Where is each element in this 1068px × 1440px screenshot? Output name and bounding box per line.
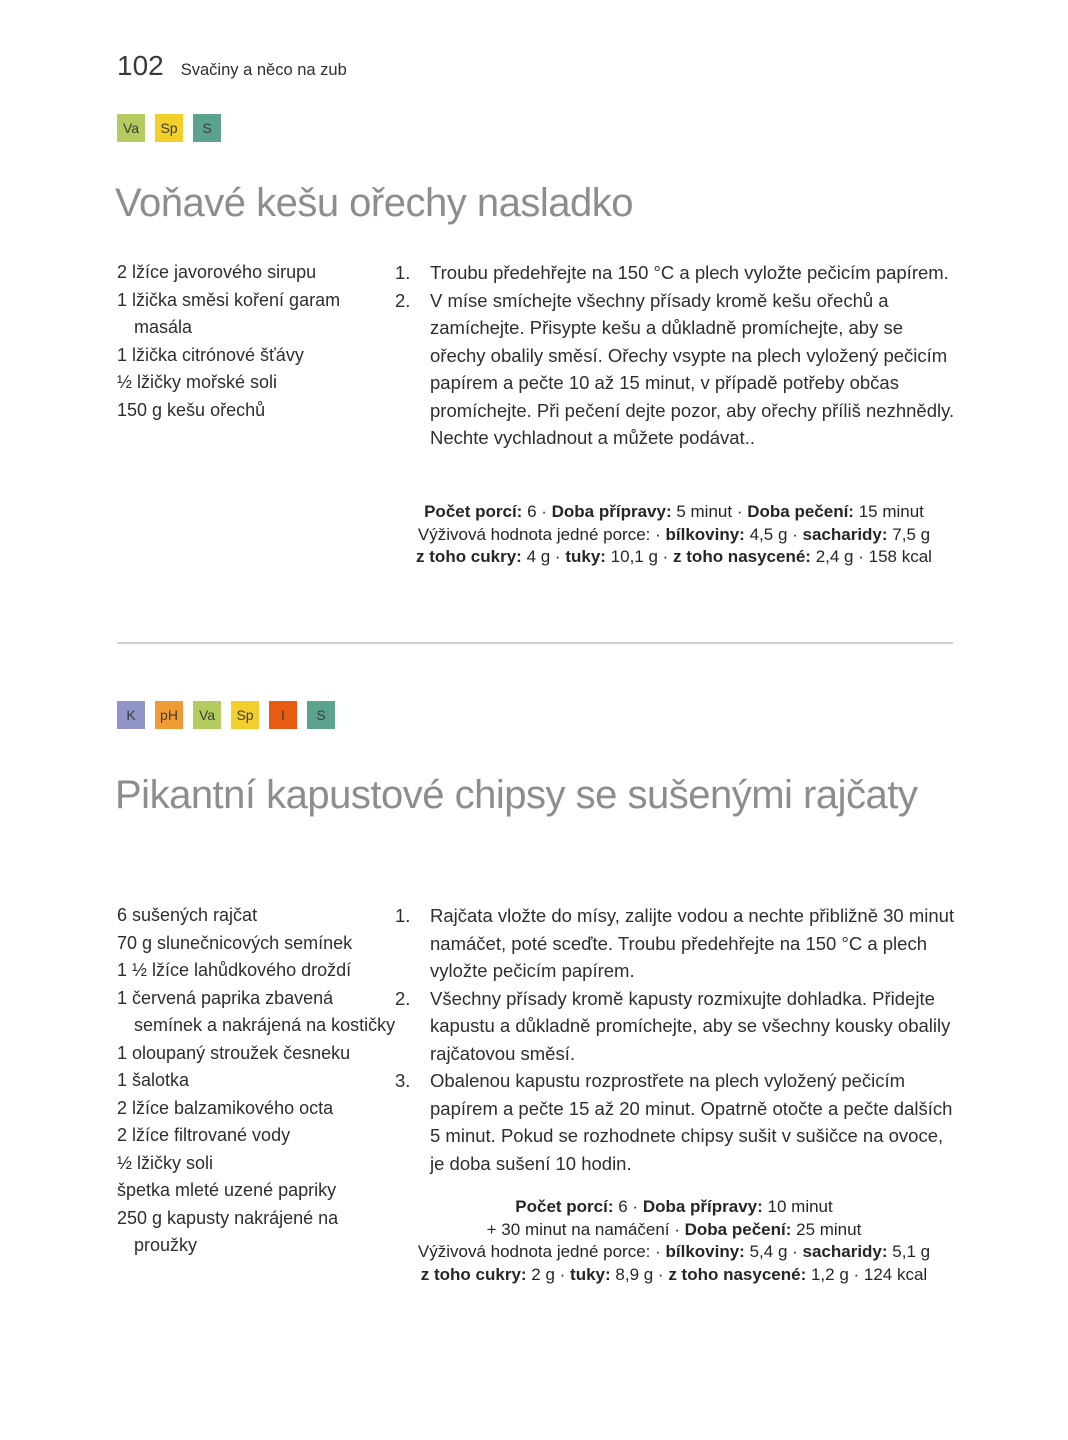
nutrition-segment: Výživová hodnota jedné porce: · <box>417 524 666 544</box>
instruction-step: V míse smíchejte všechny přísady kromě kešu ořechů a zamíchejte. Přisypte kešu a důkladně promíchejte, aby se ořechy obalily směsí. Ořechy vsypte na plech vyložený pečicím papírem a pečte 10 až 15 minut, v případě potřeby občas promíchejte. Při pečení dejte pozor, aby ořechy příliš nezhnědly. Nechte vychladnout a můžete podávat.. <box>430 289 955 448</box>
ingredient-item: ½ lžičky mořské soli <box>117 372 278 392</box>
ingredient-item: 1 oloupaný stroužek česneku <box>117 1042 351 1063</box>
nutrition-segment: 6 · <box>613 1197 643 1216</box>
nutrition-segment: 2,4 g · 158 kcal <box>810 547 932 566</box>
nutrition-segment: 10 minut <box>762 1197 833 1216</box>
section-title: Svačiny a něco na zub <box>180 61 347 79</box>
ingredient-item: 1 lžička citrónové šťávy <box>117 344 304 365</box>
ingredient-item: 2 lžíce balzamikového octa <box>117 1097 334 1118</box>
nutrition-segment: bílkoviny: <box>665 524 745 544</box>
nutrition-segment: tuky: <box>565 547 606 566</box>
ingredient-item: 2 lžíce javorového sirupu <box>117 262 317 282</box>
diet-badge: Sp <box>231 701 259 729</box>
ingredient-item: 2 lžíce filtrované vody <box>117 1125 291 1145</box>
nutrition-segment: bílkoviny: <box>665 1242 745 1261</box>
recipe-title-1: Voňavé kešu ořechy nasladko <box>115 181 633 225</box>
nutrition-segment: z toho cukry: <box>420 1264 527 1284</box>
nutrition-segment: z toho nasycené: <box>668 1264 807 1284</box>
nutrition-info-recipe-2 <box>393 1196 955 1286</box>
ingredient-item: 150 g kešu ořechů <box>117 399 266 420</box>
ingredient-item: 1 šalotka <box>117 1070 190 1090</box>
diet-badge: K <box>117 701 145 729</box>
diet-badge: S <box>193 114 221 142</box>
nutrition-segment: 6 · <box>522 502 552 521</box>
nutrition-segment: 25 minut <box>791 1219 862 1239</box>
nutrition-line <box>393 546 955 569</box>
ingredient-list-recipe-1 <box>117 259 401 424</box>
nutrition-line <box>393 1241 955 1264</box>
nutrition-segment: Výživová hodnota jedné porce: · <box>417 1242 666 1261</box>
nutrition-segment: 8,9 g · <box>610 1264 669 1284</box>
nutrition-line <box>393 1219 955 1242</box>
section-divider <box>117 642 953 644</box>
nutrition-segment: z toho cukry: <box>416 547 522 566</box>
ingredient-item: ½ lžičky soli <box>117 1152 214 1173</box>
ingredient-item: 1 červená paprika zbavená semínek a nakrájená na kostičky <box>117 987 396 1035</box>
nutrition-segment: Doba přípravy: <box>642 1197 763 1216</box>
diet-badge: Sp <box>155 114 183 142</box>
nutrition-segment: z toho nasycené: <box>673 547 811 566</box>
ingredient-item: 1 ½ lžíce lahůdkového droždí <box>117 960 352 980</box>
diet-badge: S <box>307 701 335 729</box>
nutrition-segment: 10,1 g · <box>605 547 674 566</box>
diet-badge: I <box>269 701 297 729</box>
nutrition-segment: Počet porcí: <box>424 502 523 521</box>
nutrition-segment: 1,2 g · 124 kcal <box>806 1264 928 1284</box>
page-header <box>117 50 347 82</box>
nutrition-segment: tuky: <box>570 1264 611 1284</box>
ingredient-item: 6 sušených rajčat <box>117 905 258 925</box>
ingredient-item: 1 lžička směsi koření garam masála <box>117 289 341 337</box>
diet-badge: pH <box>155 701 183 729</box>
nutrition-segment: Doba přípravy: <box>551 502 672 521</box>
ingredient-item: špetka mleté uzené papriky <box>117 1180 337 1200</box>
nutrition-segment: sacharidy: <box>802 1242 888 1261</box>
nutrition-segment: sacharidy: <box>802 524 888 544</box>
nutrition-segment: Počet porcí: <box>515 1197 614 1216</box>
nutrition-segment: 5,1 g <box>887 1242 931 1261</box>
nutrition-segment: 7,5 g <box>887 524 931 544</box>
instruction-step: Troubu předehřejte na 150 °C a plech vyložte pečicím papírem. <box>430 262 949 283</box>
instruction-step: Všechny přísady kromě kapusty rozmixujte dohladka. Přidejte kapustu a důkladně promíchejte, aby se všechny kousky obalily rajčatovou směsí. <box>430 987 951 1064</box>
nutrition-segment: 15 minut <box>853 502 924 521</box>
diet-badge: Va <box>193 701 221 729</box>
diet-badges-recipe-2 <box>117 701 335 729</box>
ingredient-item: 70 g slunečnicových semínek <box>117 932 353 953</box>
nutrition-segment: 2 g · <box>526 1264 571 1284</box>
diet-badges-recipe-1 <box>117 114 221 142</box>
diet-badge: Va <box>117 114 145 142</box>
instructions-recipe-1 <box>393 259 955 452</box>
page-number: 102 <box>117 50 164 81</box>
ingredient-list-recipe-2 <box>117 902 401 1260</box>
nutrition-segment: 4 g · <box>521 547 566 566</box>
ingredient-item: 250 g kapusty nakrájené na proužky <box>117 1207 339 1255</box>
nutrition-segment: Doba pečení: <box>684 1219 792 1239</box>
nutrition-segment: 5,4 g · <box>744 1242 803 1261</box>
nutrition-line <box>393 524 955 547</box>
nutrition-segment: 4,5 g · <box>744 524 803 544</box>
nutrition-segment: Doba pečení: <box>747 502 854 521</box>
instruction-step: Rajčata vložte do mísy, zalijte vodou a nechte přibližně 30 minut namáčet, poté sceďte. Troubu předehřejte na 150 °C a plech vyložte pečicím papírem. <box>430 905 955 981</box>
nutrition-line <box>393 1264 955 1287</box>
instruction-step: Obalenou kapustu rozprostřete na plech vyložený pečicím papírem a pečte 15 až 20 minut. Opatrně otočte a pečte dalších 5 minut. Pokud se rozhodnete chipsy sušit v sušičce na ovoce, je doba sušení 10 hodin. <box>430 1070 953 1174</box>
nutrition-segment: 5 minut · <box>671 502 748 521</box>
recipe-title-2: Pikantní kapustové chipsy se sušenými rajčaty <box>115 773 918 817</box>
nutrition-line <box>393 1196 955 1219</box>
nutrition-segment: + 30 minut na namáčení · <box>486 1219 685 1239</box>
nutrition-info-recipe-1 <box>393 501 955 569</box>
nutrition-line <box>393 501 955 524</box>
instructions-recipe-2 <box>393 902 955 1177</box>
